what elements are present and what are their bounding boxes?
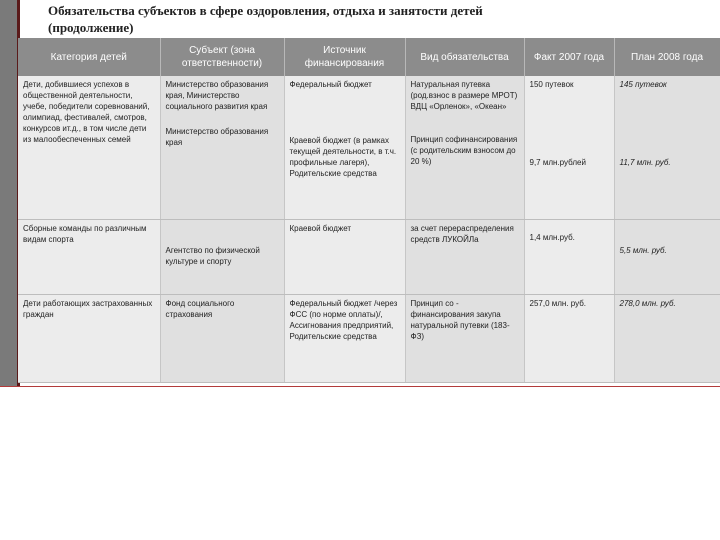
cell-text: Принцип софинансирования (с родительским взносом до 20 %) <box>410 135 518 166</box>
cell-text: за счет перераспределения средств ЛУКОЙЛа <box>410 223 514 244</box>
cell-text: Натуральная путевка (род.взнос в размере МРОТ) ВДЦ «Орленок», «Океан» <box>410 80 518 111</box>
cell-text: Федеральный бюджет /через ФСС (по норме оплаты)/, Ассигнования предприятий, Родительские средства <box>289 298 398 341</box>
cell-text: Агентство по физической культуре и спорту <box>165 245 260 266</box>
cell-text: 1,4 млн.руб. <box>529 232 575 242</box>
header-category: Категория детей <box>18 38 160 76</box>
cell-text: Министерство образования края <box>165 127 269 147</box>
cell-text: 11,7 млн. руб. <box>619 158 671 167</box>
row3-source <box>284 294 405 382</box>
row2-subject <box>160 219 284 294</box>
header-fact: Факт 2007 года <box>524 38 614 76</box>
cell-text: 278,0 млн. руб. <box>619 298 676 308</box>
left-decor-bar <box>0 0 17 386</box>
cell-text: Краевой бюджет (в рамках текущей деятельности, в т.ч. профильные лагеря), Родительские средства <box>289 136 397 178</box>
cell-text: Дети работающих застрахованных граждан <box>23 298 153 319</box>
cell-text: 9,7 млн.рублей <box>529 158 586 167</box>
header-type: Вид обязательства <box>405 38 524 76</box>
cell-text: 150 путевок <box>529 80 574 89</box>
header-plan: План 2008 года <box>614 38 720 76</box>
table-row <box>18 76 720 219</box>
table-row <box>18 219 720 294</box>
cell-text: Федеральный бюджет <box>289 80 372 89</box>
row2-category <box>18 219 160 294</box>
obligations-table <box>18 38 720 383</box>
row2-fact <box>524 219 614 294</box>
row1-type <box>405 76 524 219</box>
bottom-divider-line <box>0 386 720 387</box>
cell-text: 5,5 млн. руб. <box>619 245 667 255</box>
cell-text: Сборные команды по различным видам спорта <box>23 223 147 244</box>
row1-category <box>18 76 160 219</box>
cell-text: Дети, добившиеся успехов в общественной деятельности, учебе, победители соревнований, олимпиад, фестивалей, смотров, конкурсов ит.д., в том числе дети из малообеспеченных семей <box>23 80 150 144</box>
cell-text: Принцип со - финансирования закупа натуральной путевки (183-ФЗ) <box>410 298 510 341</box>
row1-subject <box>160 76 284 219</box>
row2-type <box>405 219 524 294</box>
row1-plan <box>614 76 720 219</box>
row1-fact <box>524 76 614 219</box>
cell-text: 145 путевок <box>619 80 667 89</box>
cell-text: Краевой бюджет <box>289 223 352 233</box>
slide-title-line2: (продолжение) <box>48 20 134 35</box>
header-source: Источник финансирования <box>284 38 405 76</box>
row3-fact <box>524 294 614 382</box>
cell-text: Министерство образования края, Министерство социального развития края <box>165 80 269 111</box>
row3-subject <box>160 294 284 382</box>
row1-source <box>284 76 405 219</box>
row3-type <box>405 294 524 382</box>
row2-source <box>284 219 405 294</box>
row3-plan <box>614 294 720 382</box>
header-subject: Субъект (зона ответственности) <box>160 38 284 76</box>
row3-category <box>18 294 160 382</box>
row2-plan <box>614 219 720 294</box>
cell-text: 257,0 млн. руб. <box>529 298 587 308</box>
slide-title-line1: Обязательства субъектов в сфере оздоровления, отдыха и занятости детей <box>48 3 483 18</box>
table-header-row <box>18 38 720 76</box>
cell-text: Фонд социального страхования <box>165 298 235 319</box>
table-row <box>18 294 720 382</box>
slide-title <box>48 2 688 40</box>
